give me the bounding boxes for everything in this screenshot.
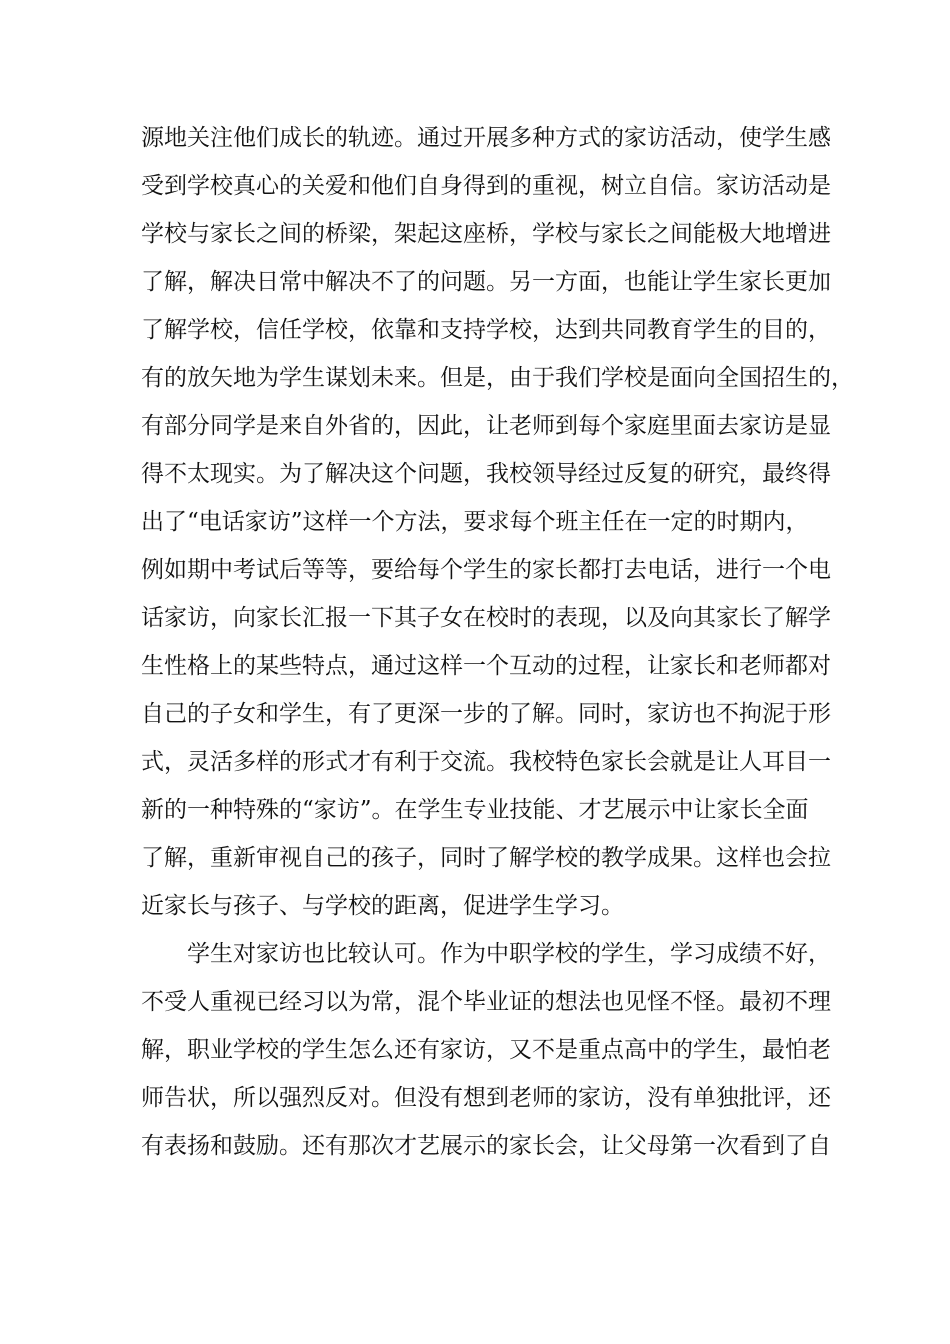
body-text (141, 118, 854, 1174)
text-line: 有部分同学是来自外省的，因此，让老师到每个家庭里面去家访是显 (141, 413, 831, 439)
paragraph-first-line: 学生对家访也比较认可。作为中职学校的学生，学习成绩不好， (187, 941, 831, 967)
text-line: 生性格上的某些特点，通过这样一个互动的过程，让家长和老师都对 (141, 653, 831, 679)
text-line: 了解，重新审视自己的孩子，同时了解学校的教学成果。这样也会拉 (141, 845, 831, 871)
text-line: 得不太现实。为了解决这个问题，我校领导经过反复的研究，最终得 (141, 461, 831, 487)
text-line: 学校与家长之间的桥梁，架起这座桥，学校与家长之间能极大地增进 (141, 221, 831, 247)
text-line: 了解学校，信任学校，依靠和支持学校，达到共同教育学生的目的， (141, 317, 831, 343)
text-line: 不受人重视已经习以为常，混个毕业证的想法也见怪不怪。最初不理 (141, 989, 831, 1015)
text-line: 解，职业学校的学生怎么还有家访，又不是重点高中的学生，最怕老 (141, 1037, 831, 1063)
text-line: 近家长与孩子、与学校的距离，促进学生学习。 (141, 893, 624, 919)
text-line: 源地关注他们成长的轨迹。通过开展多种方式的家访活动，使学生感 (141, 125, 831, 151)
text-line: 了解，解决日常中解决不了的问题。另一方面，也能让学生家长更加 (141, 269, 831, 295)
text-line: 例如期中考试后等等，要给每个学生的家长都打去电话，进行一个电 (141, 557, 831, 583)
text-line: 式，灵活多样的形式才有利于交流。我校特色家长会就是让人耳目一 (141, 749, 831, 775)
text-line: 新的一种特殊的“家访”。在学生专业技能、才艺展示中让家长全面 (141, 797, 809, 823)
text-line: 有表扬和鼓励。还有那次才艺展示的家长会，让父母第一次看到了自 (141, 1133, 831, 1159)
text-line: 话家访，向家长汇报一下其子女在校时的表现，以及向其家长了解学 (141, 605, 831, 631)
text-line: 出了“电话家访”这样一个方法，要求每个班主任在一定的时期内， (141, 509, 809, 535)
text-line: 自己的子女和学生，有了更深一步的了解。同时，家访也不拘泥于形 (141, 701, 831, 727)
text-line: 有的放矢地为学生谋划未来。但是，由于我们学校是面向全国招生的， (141, 365, 854, 391)
text-line: 受到学校真心的关爱和他们自身得到的重视，树立自信。家访活动是 (141, 173, 831, 199)
text-line: 师告状，所以强烈反对。但没有想到老师的家访，没有单独批评，还 (141, 1085, 831, 1111)
